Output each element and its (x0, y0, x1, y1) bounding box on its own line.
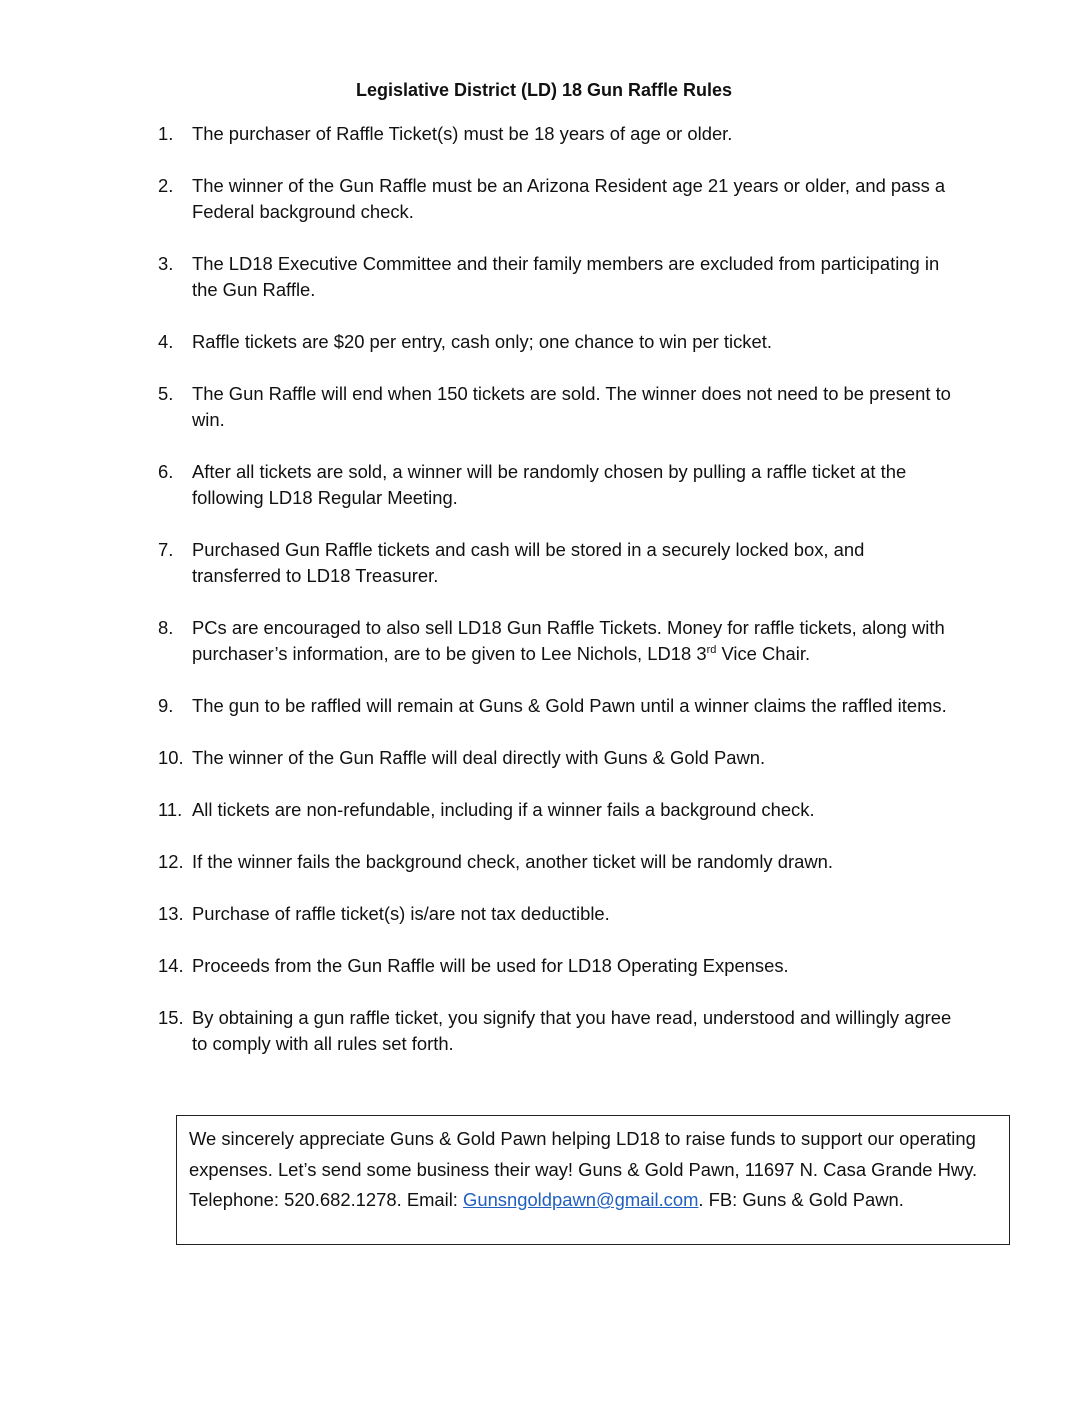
rule-number: 8. (158, 617, 174, 638)
callout-text-end: . FB: Guns & Gold Pawn. (698, 1189, 904, 1210)
rule-item (158, 1005, 958, 1057)
rule-text: The purchaser of Raffle Ticket(s) must be 18 years of age or older. (192, 123, 733, 144)
rule-item (158, 693, 958, 719)
rule-item (158, 121, 958, 147)
rule-item (158, 251, 958, 303)
rule-number: 13. (158, 903, 184, 924)
rule-text-main: PCs are encouraged to also sell LD18 Gun Raffle Tickets. Money for raffle tickets, along with purchaser’s information, are to be given to Lee Nichols, LD18 3 (192, 617, 945, 664)
rule-item (158, 797, 958, 823)
rules-list (158, 121, 958, 1083)
rule-number: 15. (158, 1007, 184, 1028)
rule-number: 7. (158, 539, 174, 560)
rule-text: Raffle tickets are $20 per entry, cash only; one chance to win per ticket. (192, 331, 772, 352)
rule-text: Proceeds from the Gun Raffle will be used for LD18 Operating Expenses. (192, 955, 789, 976)
rule-text: The Gun Raffle will end when 150 tickets are sold. The winner does not need to be present to win. (192, 383, 951, 430)
rule-number: 3. (158, 253, 174, 274)
rule-item (158, 849, 958, 875)
rule-text (192, 615, 958, 667)
rule-number: 2. (158, 175, 174, 196)
sponsor-callout-box (176, 1115, 1010, 1245)
rule-number: 10. (158, 747, 184, 768)
document-title: Legislative District (LD) 18 Gun Raffle Rules (355, 80, 733, 100)
rule-number: 12. (158, 851, 184, 872)
rule-item (158, 745, 958, 771)
callout-text: We sincerely appreciate Guns & Gold Pawn helping LD18 to raise funds to support our operating expenses. Let’s send some business their way! Guns & Gold Pawn, 11697 N. Casa Grande Hwy. Telephone: 520.682.1278. Email: (189, 1128, 978, 1210)
rule-number: 11. (158, 799, 183, 820)
rule-item (158, 459, 958, 511)
rule-text: The gun to be raffled will remain at Guns & Gold Pawn until a winner claims the raffled items. (192, 695, 947, 716)
rule-text: Purchased Gun Raffle tickets and cash will be stored in a securely locked box, and transferred to LD18 Treasurer. (192, 539, 865, 586)
rule-item (158, 901, 958, 927)
rule-text: The winner of the Gun Raffle will deal directly with Guns & Gold Pawn. (192, 747, 766, 768)
rule-number: 4. (158, 331, 174, 352)
rule-text: The winner of the Gun Raffle must be an Arizona Resident age 21 years or older, and pass a Federal background check. (192, 175, 946, 222)
rule-text: The LD18 Executive Committee and their family members are excluded from participating in the Gun Raffle. (192, 253, 940, 300)
rule-item (158, 329, 958, 355)
rule-item (158, 173, 958, 225)
rule-number: 5. (158, 383, 174, 404)
rule-item (158, 537, 958, 589)
rule-text: All tickets are non-refundable, including if a winner fails a background check. (192, 799, 815, 820)
rule-text: By obtaining a gun raffle ticket, you signify that you have read, understood and willingly agree to comply with all rules set forth. (192, 1007, 952, 1054)
rule-number: 1. (158, 123, 174, 144)
rule-item (158, 381, 958, 433)
rule-text: Purchase of raffle ticket(s) is/are not tax deductible. (192, 903, 610, 924)
rule-text: If the winner fails the background check, another ticket will be randomly drawn. (192, 851, 833, 872)
rule-item (158, 953, 958, 979)
rule-number: 9. (158, 695, 174, 716)
rule-number: 6. (158, 461, 174, 482)
rule-item (158, 615, 958, 667)
email-link[interactable]: Gunsngoldpawn@gmail.com (463, 1189, 699, 1210)
rule-text-end: Vice Chair. (716, 643, 811, 664)
ordinal-suffix: rd (706, 643, 717, 656)
rule-text: After all tickets are sold, a winner will be randomly chosen by pulling a raffle ticket at the following LD18 Regular Meeting. (192, 461, 907, 508)
rule-number: 14. (158, 955, 184, 976)
